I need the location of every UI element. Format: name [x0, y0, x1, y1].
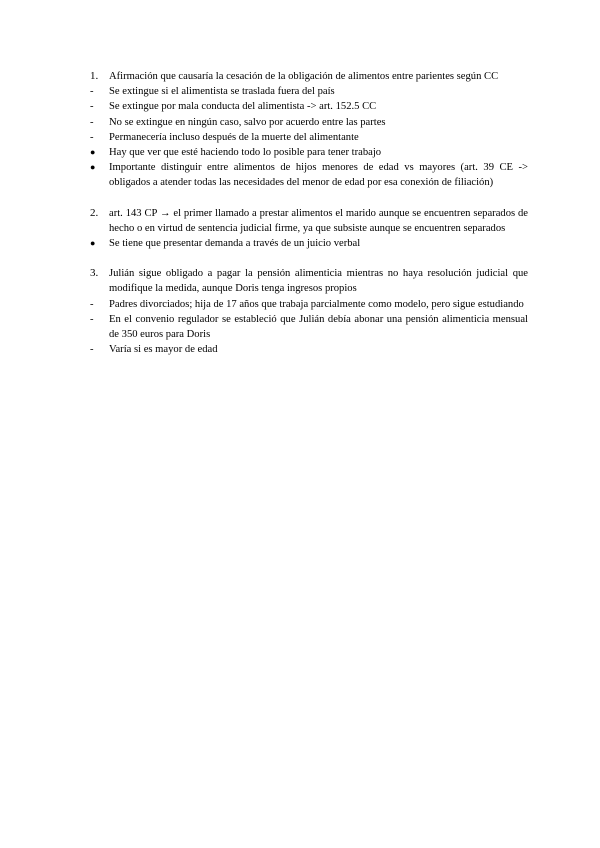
item-number: 1. — [90, 70, 99, 82]
item-text: Se tiene que presentar demanda a través de un juicio verbal — [109, 238, 361, 250]
item-text: Padres divorciados; hija de 17 años que trabaja parcialmente como modelo, pero sigue estudiando — [109, 298, 524, 310]
item-text: Se extingue por mala conducta del alimentista -> art. 152.5 CC — [109, 101, 377, 113]
list-item — [90, 266, 528, 296]
section-3 — [90, 266, 528, 357]
bullet-icon: ● — [90, 238, 96, 249]
item-text: No se extingue en ningún caso, salvo por acuerdo entre las partes — [109, 116, 386, 128]
item-text: Julián sigue obligado a pagar la pensión alimenticia mientras no haya resolución judicial que modifique la medida, aunque Doris tenga ingresos propios — [109, 268, 528, 295]
list-item — [90, 69, 528, 84]
list-item — [90, 297, 528, 312]
dash-marker: - — [90, 313, 94, 325]
item-number: 3. — [90, 267, 99, 280]
item-text: Se extingue si el alimentista se traslada fuera del país — [109, 86, 335, 98]
list-item — [90, 99, 528, 114]
list-item — [90, 130, 528, 145]
item-text: Varía si es mayor de edad — [109, 344, 218, 356]
section-spacer — [90, 191, 528, 206]
item-text: Afirmación que causaría la cesación de la obligación de alimentos entre parientes según CC — [109, 71, 499, 82]
list-item — [90, 84, 528, 99]
notes-body — [90, 69, 528, 357]
list-item — [90, 206, 528, 236]
list-item — [90, 145, 528, 160]
item-text: art. 143 CP → el primer llamado a prestar alimentos el marido aunque se encuentren separados de hecho o en virtud de sentencia judicial firme, ya que subsiste aunque se encuentren separados — [109, 207, 528, 234]
item-text: Permanecería incluso después de la muerte del alimentante — [109, 131, 359, 143]
section-spacer — [90, 251, 528, 266]
dash-marker: - — [90, 344, 94, 356]
section-1 — [90, 69, 528, 191]
item-text: Hay que ver que esté haciendo todo lo posible para tener trabajo — [109, 147, 382, 159]
bullet-icon: ● — [90, 162, 96, 173]
list-item — [90, 160, 528, 190]
dash-marker: - — [90, 131, 94, 143]
item-text: En el convenio regulador se estableció que Julián debía abonar una pensión alimenticia mensual de 350 euros para Doris — [109, 313, 528, 341]
item-text: Importante distinguir entre alimentos de hijos menores de edad vs mayores (art. 39 CE -> obligados a atender todas las necesidades del menor de edad por esa conexión de filiación) — [109, 162, 528, 189]
list-item — [90, 342, 528, 357]
list-item — [90, 236, 528, 251]
dash-marker: - — [90, 86, 94, 98]
dash-marker: - — [90, 116, 94, 128]
item-number: 2. — [90, 206, 99, 219]
list-item — [90, 312, 528, 342]
section-2 — [90, 206, 528, 252]
bullet-icon: ● — [90, 147, 96, 158]
list-item — [90, 115, 528, 130]
dash-marker: - — [90, 298, 94, 310]
dash-marker: - — [90, 101, 94, 113]
